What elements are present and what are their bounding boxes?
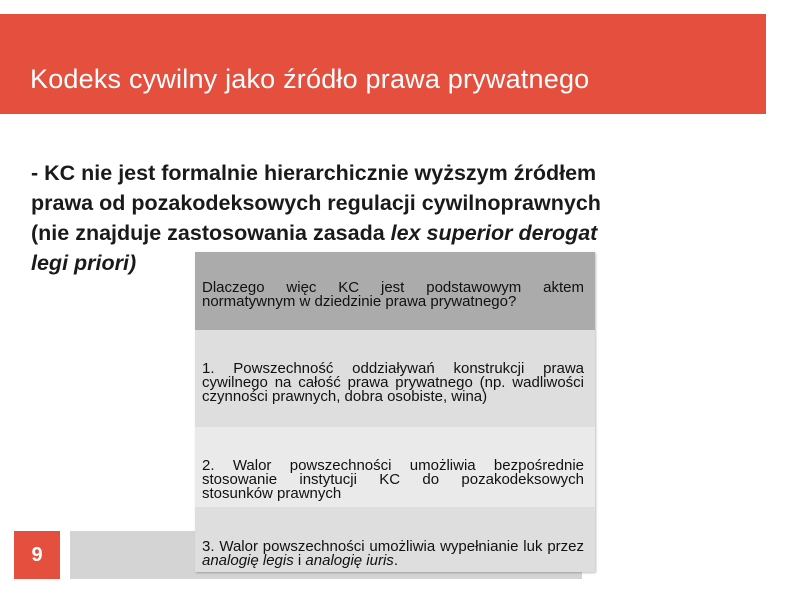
page-number: 9 (14, 531, 60, 579)
answer-point-1: 1. Powszechność oddziaływań konstrukcji prawa cywilnego na całość prawa prywatnego (np. wadliwości czynności prawnych, dobra osobiste, wina) (202, 360, 584, 405)
lex-superior-phrase: lex superior derogat (390, 221, 598, 245)
legi-priori-phrase: legi priori) (31, 251, 137, 275)
answer-point-3-suffix: . (393, 552, 398, 569)
main-text-line-3 (31, 218, 731, 248)
analogia-iuris-term: analogię iuris (305, 552, 394, 569)
answer-point-2: 2. Walor powszechności umożliwia bezpośrednie stosowanie instytucji KC do pozakodeksowych stosunków prawnych (202, 457, 584, 502)
answer-point-3 (202, 540, 584, 568)
question-box (195, 252, 595, 572)
answer-row-3 (195, 510, 595, 572)
slide-title: Kodeks cywilny jako źródło prawa prywatnego (30, 64, 590, 94)
answer-point-3-prefix: 3. Walor powszechności umożliwia wypełnianie luk przez (202, 538, 584, 555)
main-text-line-2: prawa od pozakodeksowych regulacji cywilnoprawnych (31, 191, 601, 215)
analogia-legis-term: analogię legis (202, 552, 294, 569)
main-text-line-1: - KC nie jest formalnie hierarchicznie wyższym źródłem (31, 161, 597, 185)
answer-point-3-conjunction: i (293, 552, 306, 569)
answer-row-2 (195, 427, 595, 507)
question-text: Dlaczego więc KC jest podstawowym aktem normatywnym w dziedzinie prawa prywatnego? (202, 279, 584, 310)
title-banner (0, 14, 766, 114)
question-box-header (195, 252, 595, 330)
main-text-line-3-start: (nie znajduje zastosowania zasada (31, 221, 391, 245)
answer-row-1 (195, 350, 595, 422)
